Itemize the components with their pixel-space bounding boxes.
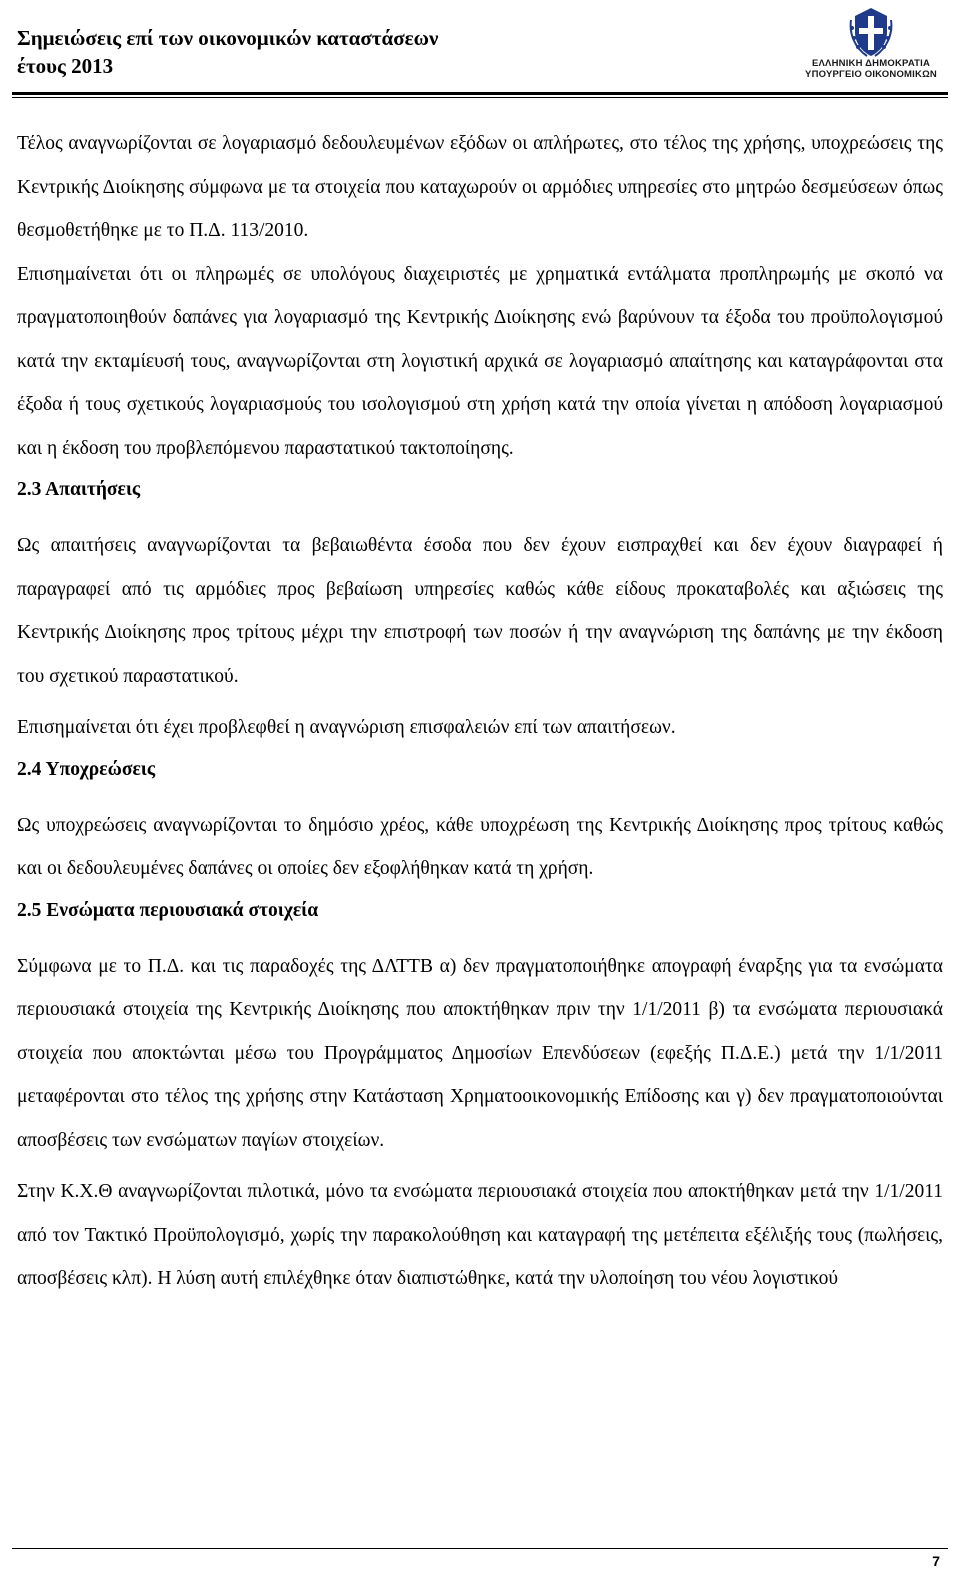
document-title xyxy=(17,24,438,80)
section-heading-tangible-assets: 2.5 Ενσώματα περιουσιακά στοιχεία xyxy=(17,899,319,921)
section-heading-liabilities: 2.4 Υποχρεώσεις xyxy=(17,758,156,780)
page-header xyxy=(0,0,960,100)
document-title-line-2: έτους 2013 xyxy=(17,54,114,78)
document-title-line-1: Σημειώσεις επί των οικονομικών καταστάσεων xyxy=(17,26,439,50)
paragraph-accrued-expenses: Τέλος αναγνωρίζονται σε λογαριασμό δεδουλευμένων εξόδων οι απλήρωτες, στο τέλος της χρήσης, υποχρεώσεις της Κεντρικής Διοίκησης σύμφωνα με τα στοιχεία που καταχωρούν οι αρμόδιες υπηρεσίες στο μητρώο δεσμεύσεων όπως θεσμοθετήθηκε με το Π.Δ. 113/2010. xyxy=(17,133,943,241)
document-body xyxy=(17,122,943,1309)
paragraph-receivables: Ως απαιτήσεις αναγνωρίζονται τα βεβαιωθέντα έσοδα που δεν έχουν εισπραχθεί και δεν έχουν διαγραφεί ή παραγραφεί από τις αρμόδιες προς βεβαίωση υπηρεσίες καθώς κάθε είδους προκαταβολές και αξιώσεις της Κεντρικής Διοίκησης προς τρίτους μέχρι την επιστροφή των ποσών ή την αναγνώριση της δαπάνης με την έκδοση του σχετικού παραστατικού. xyxy=(17,535,943,687)
header-divider xyxy=(12,92,948,95)
paragraph-advance-payments: Επισημαίνεται ότι οι πληρωμές σε υπολόγους διαχειριστές με χρηματικά εντάλματα προπληρωμής με σκοπό να πραγματοποιηθούν δαπάνες για λογαριασμό της Κεντρικής Διοίκησης ενώ βαρύνουν τα έξοδα του προϋπολογισμού κατά την εκταμίευσή τους, αναγνωρίζονται στη λογιστική αρχικά σε λογαριασμό απαίτησης και καταγράφονται στα έξοδα ή τους σχετικούς λογαριασμούς του ισολογισμού στη χρήση κατά την οποία γίνεται η απόδοση λογαριασμού και η έκδοση του προβλεπόμενου παραστατικού τακτοποίησης. xyxy=(17,263,943,459)
footer-divider xyxy=(12,1548,948,1549)
section-heading-receivables: 2.3 Απαιτήσεις xyxy=(17,479,141,500)
paragraph-tangible-assets-policy: Σύμφωνα με το Π.Δ. και τις παραδοχές της ΔΛΤΤΒ α) δεν πραγματοποιήθηκε απογραφή έναρξης για τα ενσώματα περιουσιακά στοιχεία της Κεντρικής Διοίκησης που αποκτήθηκαν πριν την 1/1/2011 β) τα ενσώματα περιουσιακά στοιχεία που αποκτώνται μέσω του Προγράμματος Δημοσίων Επενδύσεων (εφεξής Π.Δ.Ε.) μετά την 1/1/2011 μεταφέρονται στο τέλος της χρήσης στην Κατάσταση Χρηματοοικονομικής Επίδοσης και γ) δεν πραγματοποιούνται αποσβέσεις των ενσώματων παγίων στοιχείων. xyxy=(17,955,943,1151)
page-number: 7 xyxy=(932,1553,940,1569)
paragraph-tangible-assets-pilot: Στην Κ.Χ.Θ αναγνωρίζονται πιλοτικά, μόνο τα ενσώματα περιουσιακά στοιχεία που αποκτήθηκαν μετά την 1/1/2011 από τον Τακτικό Προϋπολογισμό, χωρίς την παρακολούθηση και καταγραφή της μετέπειτα εξέλιξής τους (πωλήσεις, αποσβέσεις κλπ). Η λύση αυτή επιλέχθηκε όταν διαπιστώθηκε, κατά την υλοποίηση του νέου λογιστικού xyxy=(17,1181,943,1289)
logo-line-1: ΕΛΛΗΝΙΚΗ ΔΗΜΟΚΡΑΤΙΑ xyxy=(811,58,931,69)
paragraph-liabilities: Ως υποχρεώσεις αναγνωρίζονται το δημόσιο χρέος, κάθε υποχρέωση της Κεντρικής Διοίκησης προς τρίτους καθώς και οι δεδουλευμένες δαπάνες οι οποίες δεν εξοφλήθηκαν κατά τη χρήση. xyxy=(17,814,943,879)
greek-coat-of-arms-icon xyxy=(847,6,895,58)
logo-line-2: ΥΠΟΥΡΓΕΙΟ ΟΙΚΟΝΟΜΙΚΩΝ xyxy=(805,69,937,80)
header-divider-thin xyxy=(12,97,948,98)
ministry-logo xyxy=(796,6,946,82)
paragraph-bad-debts: Επισημαίνεται ότι έχει προβλεφθεί η αναγνώριση επισφαλειών επί των απαιτήσεων. xyxy=(17,717,676,738)
